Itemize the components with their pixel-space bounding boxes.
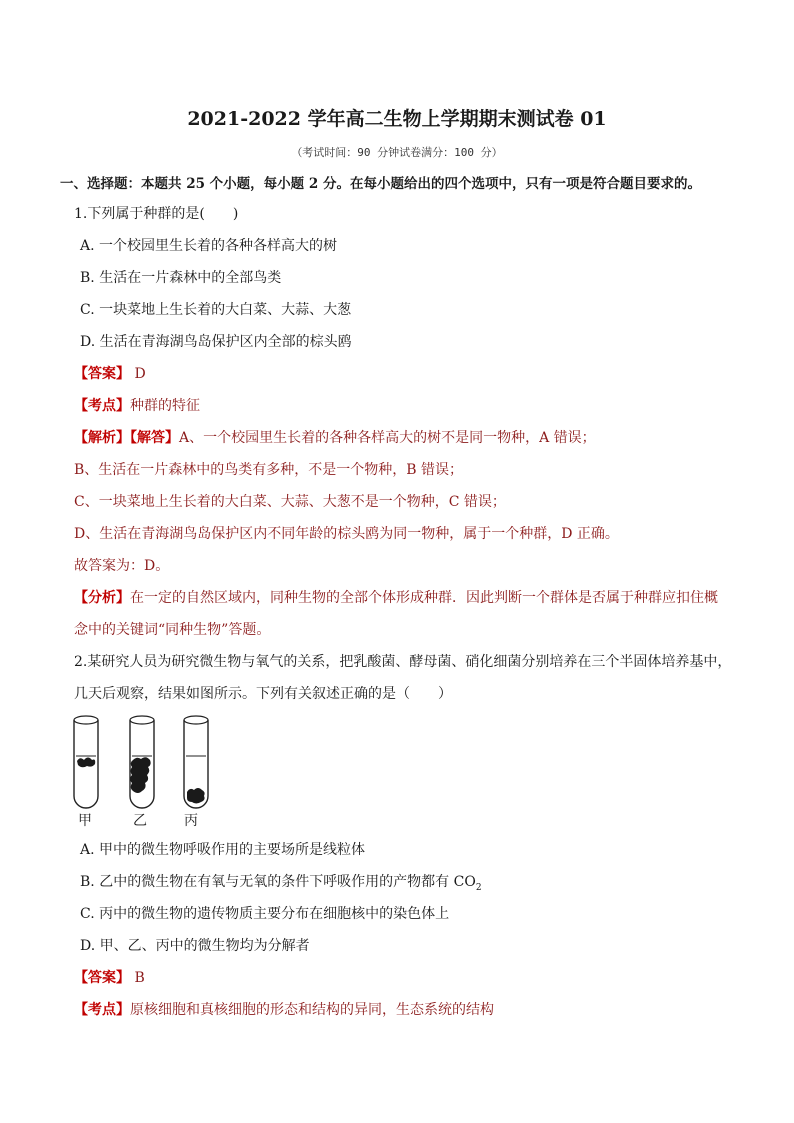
q1-analysis-line: B、生活在一片森林中的鸟类有多种，不是一个物种，B 错误； <box>74 462 464 478</box>
answer-value: D <box>134 366 146 382</box>
exam-info: （考试时间：90 分钟试卷满分：100 分） <box>291 146 503 159</box>
question-2-stem: 2.某研究人员为研究微生物与氧气的关系，把乳酸菌、酵母菌、硝化细菌分别培养在三个半固体培养基中， <box>74 654 732 670</box>
q1-option-c: C. 一块菜地上生长着的大白菜、大蒜、大葱 <box>80 302 352 318</box>
q1-answer <box>74 364 794 384</box>
page-title: 2021-2022 学年高二生物上学期期末测试卷 01 <box>187 108 607 130</box>
q1-option-a: A. 一个校园里生长着的各种各样高大的树 <box>80 238 338 254</box>
q1-point <box>74 396 794 416</box>
test-tube-yi <box>130 716 154 808</box>
q1-conclusion: 故答案为：D。 <box>74 558 170 574</box>
answer-tag: 【答案】 <box>74 366 130 382</box>
q2-answer <box>74 968 794 988</box>
q1-analysis <box>74 428 794 448</box>
test-tube-bing <box>184 716 208 808</box>
q1-fenxi <box>74 588 794 608</box>
q2-point <box>74 1000 794 1020</box>
tube-label-yi: 乙 <box>133 813 147 829</box>
section-heading: 一、选择题：本题共 25 个小题，每小题 2 分。在每小题给出的四个选项中，只有一项是符合题目要求的。 <box>60 176 701 192</box>
answer-value: B <box>134 970 145 986</box>
q2-option-a: A. 甲中的微生物呼吸作用的主要场所是线粒体 <box>80 842 366 858</box>
q1-analysis-line: C、一块菜地上生长着的大白菜、大蒜、大葱不是一个物种，C 错误； <box>74 494 506 510</box>
question-2-stem-cont: 几天后观察，结果如图所示。下列有关叙述正确的是（ ） <box>74 686 452 702</box>
q1-option-d: D. 生活在青海湖鸟岛保护区内全部的棕头鸥 <box>80 334 352 350</box>
fenxi-text: 在一定的自然区域内，同种生物的全部个体形成种群．因此判断一个群体是否属于种群应扣住概 <box>130 590 718 606</box>
point-tag: 【考点】 <box>74 1002 130 1018</box>
analysis-text: A、一个校园里生长着的各种各样高大的树不是同一物种，A 错误； <box>179 430 596 446</box>
answer-tag: 【答案】 <box>74 970 130 986</box>
point-tag: 【考点】 <box>74 398 130 414</box>
question-1-stem: 1.下列属于种群的是( ) <box>74 206 239 222</box>
q1-option-b: B. 生活在一片森林中的全部鸟类 <box>80 270 282 286</box>
co2-subscript: 2 <box>475 882 482 893</box>
q2-option-d: D. 甲、乙、丙中的微生物均为分解者 <box>80 938 310 954</box>
fenxi-tag: 【分析】 <box>74 590 130 606</box>
tube-label-jia: 甲 <box>78 813 92 829</box>
q1-fenxi-cont: 念中的关键词“同种生物”答题。 <box>74 622 271 638</box>
tube-label-bing: 丙 <box>184 813 198 829</box>
q1-analysis-line: D、生活在青海湖鸟岛保护区内不同年龄的棕头鸥为同一物种，属于一个种群，D 正确。 <box>74 526 619 542</box>
q2-option-b-text: B. 乙中的微生物在有氧与无氧的条件下呼吸作用的产物都有 CO <box>80 874 476 890</box>
q2-option-b <box>80 872 794 898</box>
point-text: 种群的特征 <box>130 398 200 414</box>
q2-option-c: C. 丙中的微生物的遗传物质主要分布在细胞核中的染色体上 <box>80 906 450 922</box>
point-text: 原核细胞和真核细胞的形态和结构的异同，生态系统的结构 <box>130 1002 494 1018</box>
analysis-tag: 【解析】【解答】 <box>74 430 179 446</box>
test-tube-jia <box>74 716 98 808</box>
